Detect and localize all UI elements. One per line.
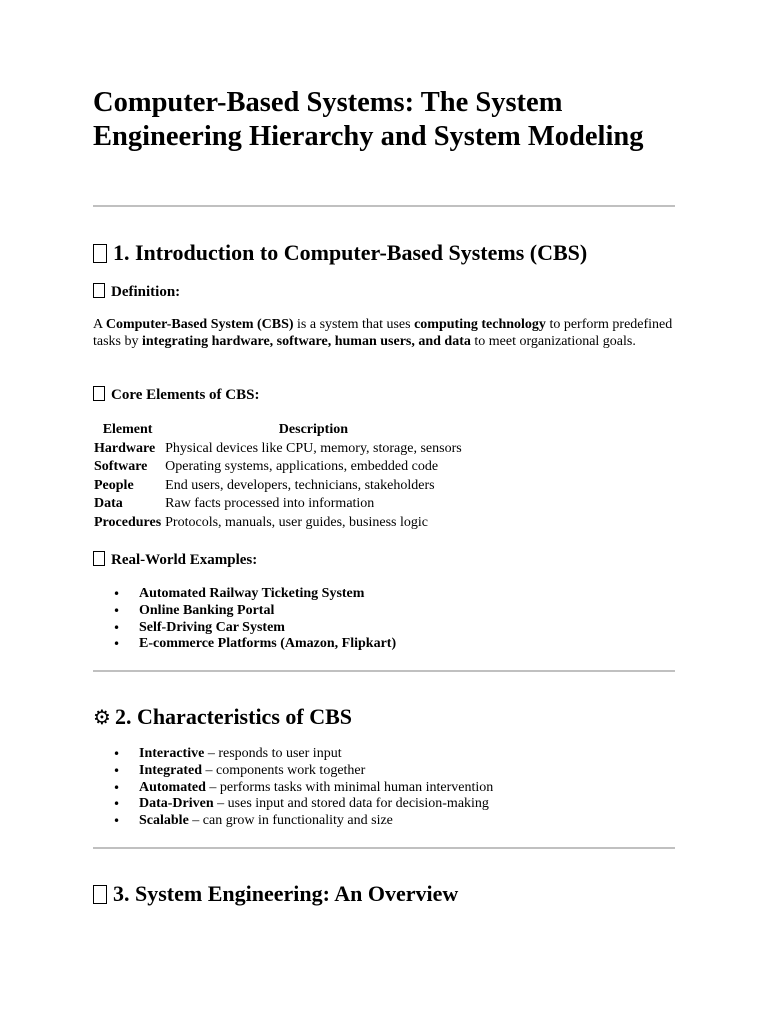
list-item-text: Self-Driving Car System — [139, 619, 285, 635]
list-item-desc: – uses input and stored data for decision-making — [213, 796, 489, 812]
missing-glyph-icon — [93, 885, 107, 904]
table-row — [92, 514, 464, 533]
bullet-icon: • — [113, 620, 121, 635]
section-1-heading-text: 1. Introduction to Computer-Based Systems (CBS) — [113, 240, 588, 265]
table-cell-description: End users, developers, technicians, stakeholders — [165, 477, 435, 493]
definition-text: A — [93, 317, 106, 332]
list-item — [93, 636, 396, 653]
list-item-desc: – performs tasks with minimal human intervention — [205, 779, 494, 795]
core-elements-heading — [93, 386, 259, 404]
bullet-icon: • — [113, 587, 121, 601]
bullet-icon: • — [113, 814, 121, 829]
definition-paragraph — [93, 316, 675, 350]
examples-list — [93, 586, 396, 653]
list-item-term: Scalable — [139, 813, 189, 829]
table-row — [92, 495, 464, 514]
section-2-heading — [93, 704, 352, 730]
characteristics-list — [93, 746, 493, 830]
missing-glyph-icon — [93, 551, 105, 566]
table-cell-element: Procedures — [94, 514, 162, 530]
bullet-icon: • — [113, 637, 121, 652]
divider — [93, 847, 675, 849]
table-header-row — [92, 421, 464, 440]
list-item — [93, 586, 396, 603]
table-cell-description: Operating systems, applications, embedded code — [165, 459, 439, 475]
table-cell-description: Physical devices like CPU, memory, storage, sensors — [165, 440, 462, 456]
page-title: Computer-Based Systems: The System Engineering Hierarchy and System Modeling — [93, 87, 644, 152]
list-item-term: Interactive — [139, 746, 205, 761]
list-item-term: Integrated — [139, 762, 202, 778]
table-cell-element: People — [94, 477, 134, 493]
section-2-heading-text: 2. Characteristics of CBS — [114, 704, 353, 729]
list-item-desc: – responds to user input — [204, 746, 342, 761]
missing-glyph-icon — [93, 283, 105, 298]
divider — [93, 670, 675, 672]
bullet-icon: • — [113, 797, 121, 812]
list-item-text: E-commerce Platforms (Amazon, Flipkart) — [139, 636, 397, 652]
core-elements-heading-text: Core Elements of CBS: — [111, 387, 260, 403]
missing-glyph-icon — [93, 386, 105, 401]
section-3-heading — [93, 881, 458, 907]
table-cell-description: Protocols, manuals, user guides, business logic — [165, 514, 429, 530]
table-cell-description: Raw facts processed into information — [165, 496, 375, 512]
definition-heading-text: Definition: — [111, 284, 181, 300]
list-item-desc: – components work together — [202, 762, 366, 778]
divider — [93, 205, 675, 207]
list-item-desc: – can grow in functionality and size — [188, 813, 393, 829]
list-item — [93, 763, 493, 780]
list-item — [93, 603, 396, 620]
missing-glyph-icon — [93, 244, 107, 263]
list-item — [93, 780, 493, 797]
table-cell-element: Software — [94, 459, 148, 475]
table-header-cell: Element — [102, 422, 153, 437]
bullet-icon: • — [113, 780, 121, 795]
bullet-icon: • — [113, 747, 121, 761]
gear-icon: ⚙ — [93, 705, 111, 729]
examples-heading-text: Real-World Examples: — [111, 552, 258, 568]
bullet-icon: • — [113, 603, 121, 618]
list-item-term: Data-Driven — [139, 796, 214, 812]
list-item — [93, 746, 493, 763]
list-item — [93, 813, 493, 830]
list-item-text: Online Banking Portal — [139, 602, 275, 618]
table-row — [92, 477, 464, 496]
core-elements-table — [92, 421, 464, 533]
table-cell-element: Hardware — [94, 440, 156, 456]
bullet-icon: • — [113, 763, 121, 778]
table-row — [92, 458, 464, 477]
definition-bold: integrating hardware, software, human users, and data — [142, 334, 471, 349]
table-cell-element: Data — [94, 496, 123, 512]
list-item-text: Automated Railway Ticketing System — [139, 586, 365, 601]
table-row — [92, 440, 464, 459]
definition-text: to meet organizational goals. — [470, 334, 636, 349]
definition-bold: Computer-Based System (CBS) — [105, 317, 294, 332]
list-item — [93, 796, 493, 813]
definition-bold: computing technology — [414, 317, 546, 332]
section-3-heading-text: 3. System Engineering: An Overview — [113, 881, 459, 906]
section-1-heading — [93, 240, 587, 266]
list-item-term: Automated — [139, 779, 206, 795]
definition-heading — [93, 283, 180, 301]
definition-text: to perform predefined tasks by — [93, 317, 673, 349]
table-header-cell: Description — [278, 422, 349, 437]
definition-text: is a system that uses — [293, 317, 415, 332]
examples-heading — [93, 551, 257, 569]
list-item — [93, 620, 396, 637]
